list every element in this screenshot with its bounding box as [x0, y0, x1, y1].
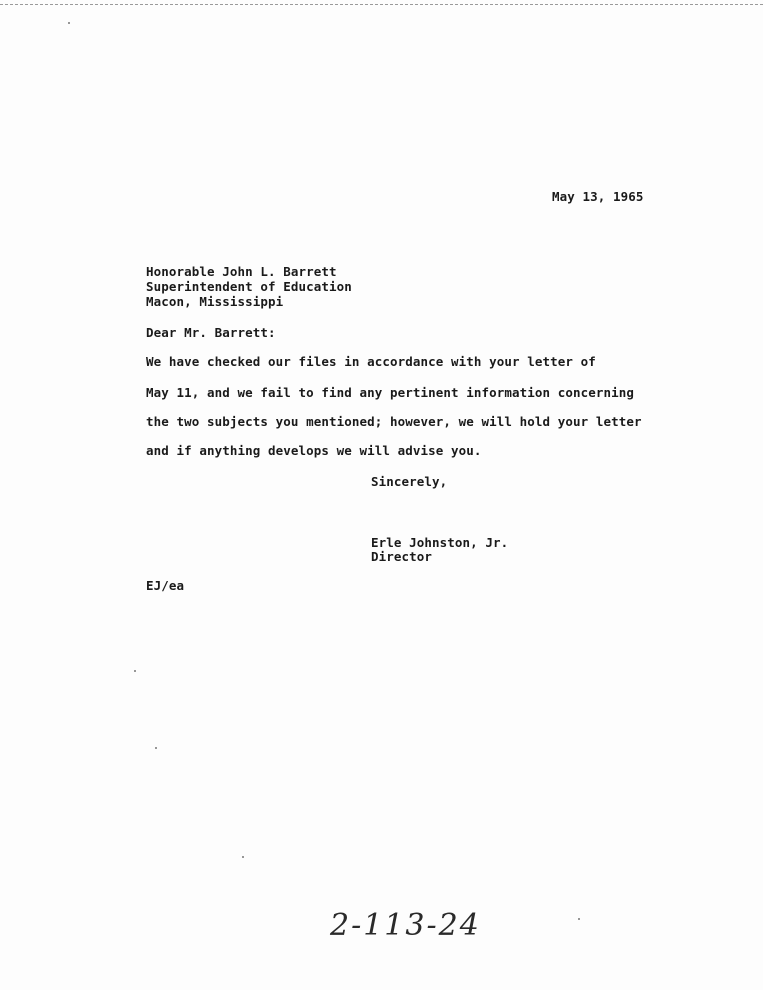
- signer-title: Director: [371, 549, 433, 564]
- scan-speck: [578, 918, 580, 920]
- body-line: May 11, and we fail to find any pertinent information concerning: [146, 385, 635, 400]
- signer-name: Erle Johnston, Jr.: [371, 535, 509, 550]
- scan-speck: [155, 747, 157, 749]
- page-top-edge: [0, 4, 763, 5]
- closing: Sincerely,: [371, 474, 448, 489]
- scan-speck: [134, 670, 136, 672]
- body-line: and if anything develops we will advise you.: [146, 443, 482, 458]
- recipient-location: Macon, Mississippi: [146, 294, 284, 309]
- salutation: Dear Mr. Barrett:: [146, 325, 276, 340]
- scan-speck: [242, 856, 244, 858]
- handwritten-file-number: 2-113-24: [330, 908, 481, 943]
- body-line: the two subjects you mentioned; however, we will hold your letter: [146, 414, 642, 429]
- letter-date: May 13, 1965: [552, 189, 644, 204]
- typist-initials: EJ/ea: [146, 578, 185, 593]
- body-line: We have checked our files in accordance with your letter of: [146, 354, 596, 369]
- scan-speck: [68, 22, 70, 24]
- recipient-title: Superintendent of Education: [146, 279, 352, 294]
- recipient-name: Honorable John L. Barrett: [146, 264, 337, 279]
